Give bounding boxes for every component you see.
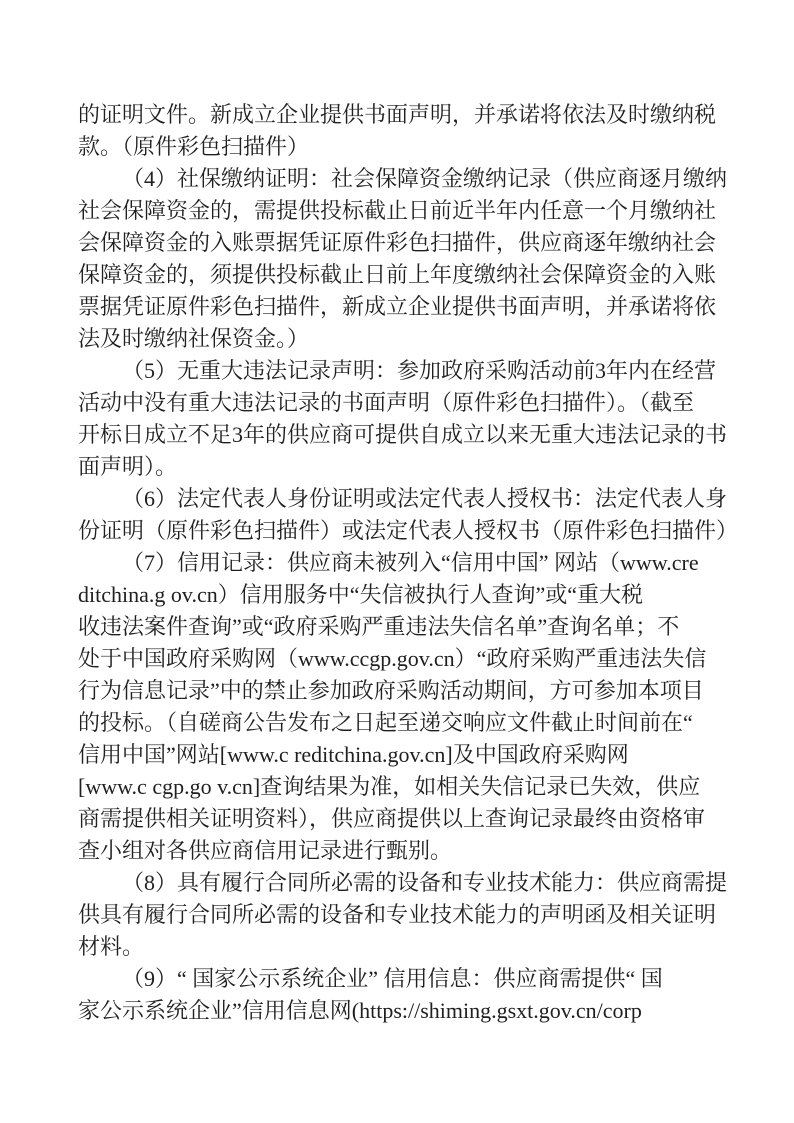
text-line: （4）社保缴纳证明：社会保障资金缴纳记录（供应商逐月缴纳 xyxy=(122,166,728,191)
text-line: [www.c cgp.go v.cn]查询结果为准，如相关失信记录已失效，供应 xyxy=(78,774,701,799)
text-line: （6）法定代表人身份证明或法定代表人授权书：法定代表人身 xyxy=(122,486,728,511)
text-line: 会保障资金的入账票据凭证原件彩色扫描件，供应商逐年缴纳社会 xyxy=(78,230,717,255)
text-line: 社会保障资金的，需提供投标截止日前近半年内任意一个月缴纳社 xyxy=(78,198,717,223)
paragraph xyxy=(78,547,716,867)
text-line: （7）信用记录：供应商未被列入“信用中国” 网站（www.cre xyxy=(122,550,699,575)
paragraph xyxy=(78,867,728,963)
text-line: 信用中国”网站[www.c reditchina.gov.cn]及中国政府采购网 xyxy=(78,742,629,767)
text-line: 查小组对各供应商信用记录进行甄别。 xyxy=(78,838,453,863)
paragraph xyxy=(78,355,728,483)
text-line: （9）“ 国家公示系统企业” 信用信息：供应商需提供“ 国 xyxy=(122,966,663,991)
text-line: 法及时缴纳社保资金。） xyxy=(78,326,310,351)
text-line: 款。（原件彩色扫描件） xyxy=(78,134,310,159)
text-line: 保障资金的，须提供投标截止日前上年度缴纳社会保障资金的入账 xyxy=(78,262,717,287)
text-line: 收违法案件查询”或“政府采购严重违法失信名单”查询名单；不 xyxy=(78,614,680,639)
text-line: ditchina.g ov.cn）信用服务中“失信被执行人查询”或“重大税 xyxy=(78,582,643,607)
text-line: 处于中国政府采购网（www.ccgp.gov.cn）“政府采购严重违法失信 xyxy=(78,646,707,671)
text-line: （8）具有履行合同所必需的设备和专业技术能力：供应商需提 xyxy=(122,870,728,895)
text-line: 材料。 xyxy=(78,934,145,959)
paragraph xyxy=(78,99,716,163)
text-line: 行为信息记录”中的禁止参加政府采购活动期间，方可参加本项目 xyxy=(78,678,704,703)
text-line: 活动中没有重大违法记录的书面声明（原件彩色扫描件）。（截至 xyxy=(78,390,695,415)
paragraph xyxy=(78,963,716,1027)
document-text xyxy=(78,99,739,1027)
text-line: 票据凭证原件彩色扫描件，新成立企业提供书面声明，并承诺将依 xyxy=(78,294,717,319)
paragraph xyxy=(78,163,728,355)
text-line: 的投标。（自磋商公告发布之日起至递交响应文件截止时间前在“ xyxy=(78,710,693,735)
text-line: 的证明文件。新成立企业提供书面声明，并承诺将依法及时缴纳税 xyxy=(78,102,717,127)
text-line: （5）无重大违法记录声明：参加政府采购活动前3年内在经营 xyxy=(122,358,717,383)
paragraph xyxy=(78,483,739,547)
text-line: 商需提供相关证明资料），供应商提供以上查询记录最终由资格审 xyxy=(78,806,706,831)
text-line: 供具有履行合同所必需的设备和专业技术能力的声明函及相关证明 xyxy=(78,902,717,927)
text-line: 面声明）。 xyxy=(78,454,178,479)
text-line: 份证明（原件彩色扫描件）或法定代表人授权书（原件彩色扫描件） xyxy=(78,518,739,543)
text-line: 家公示系统企业”信用信息网(https://shiming.gsxt.gov.cn/corp xyxy=(78,998,642,1023)
text-line: 开标日成立不足3年的供应商可提供自成立以来无重大违法记录的书 xyxy=(78,422,728,447)
